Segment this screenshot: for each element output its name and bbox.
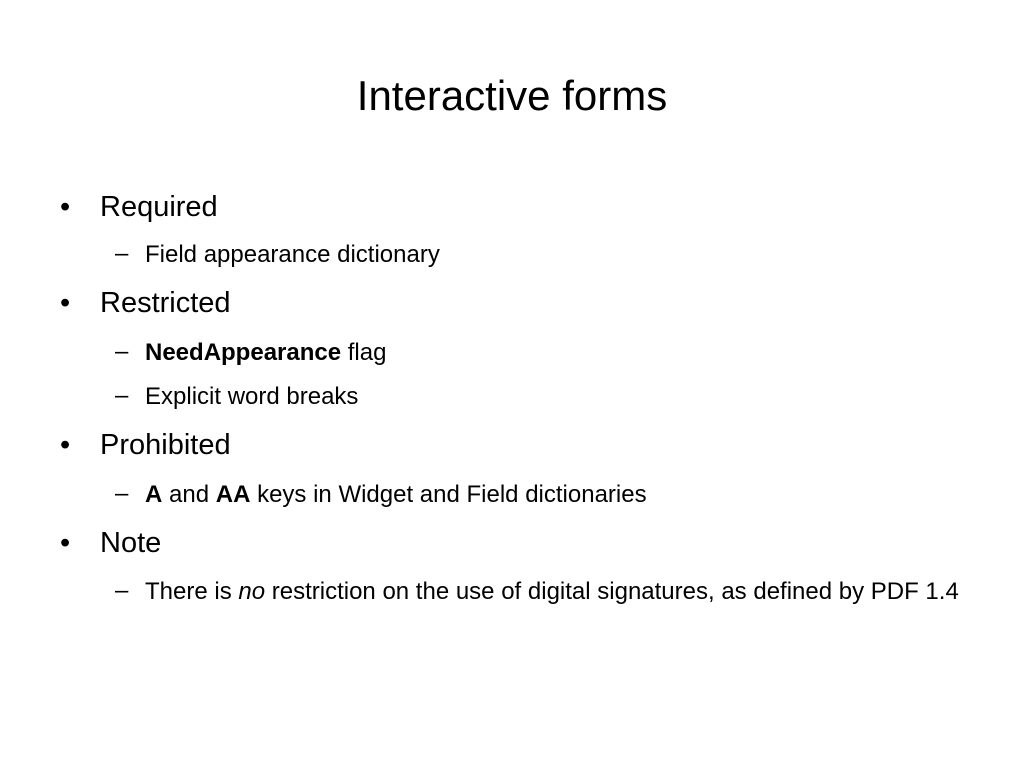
dash-marker: – <box>115 480 129 507</box>
dash-marker: – <box>115 240 129 267</box>
keyword-a: A <box>145 481 163 508</box>
dash-marker: – <box>115 577 129 604</box>
bullet-marker: • <box>60 429 71 461</box>
bullet-marker: • <box>60 287 71 319</box>
sub-bullet-text <box>145 576 975 607</box>
sub-bullet-rest: keys in Widget and Field dictionaries <box>250 481 647 508</box>
sub-bullet-rest: flag <box>341 339 387 366</box>
dash-marker: – <box>115 382 129 409</box>
sub-bullet-rest: restriction on the use of digital signatures, as defined by PDF 1.4 <box>265 578 959 605</box>
sub-bullet-text: Field appearance dictionary <box>145 241 440 268</box>
sub-bullet-text <box>145 479 647 510</box>
slide-title: Interactive forms <box>356 72 668 119</box>
keyword-needappearance: NeedAppearance <box>145 339 342 366</box>
bullet-label: Required <box>100 191 218 223</box>
bullet-marker: • <box>60 191 71 223</box>
sub-bullet-text <box>145 337 386 368</box>
dash-marker: – <box>115 338 129 365</box>
bullet-label: Restricted <box>100 287 231 319</box>
sub-bullet-and: and <box>162 481 216 508</box>
bullet-label: Note <box>100 527 162 559</box>
sub-bullet-text: Explicit word breaks <box>145 383 359 410</box>
sub-bullet-pre: There is <box>145 578 239 605</box>
emphasis-no: no <box>238 578 266 605</box>
bullet-label: Prohibited <box>100 429 231 461</box>
keyword-aa: AA <box>215 481 251 508</box>
bullet-marker: • <box>60 527 71 559</box>
